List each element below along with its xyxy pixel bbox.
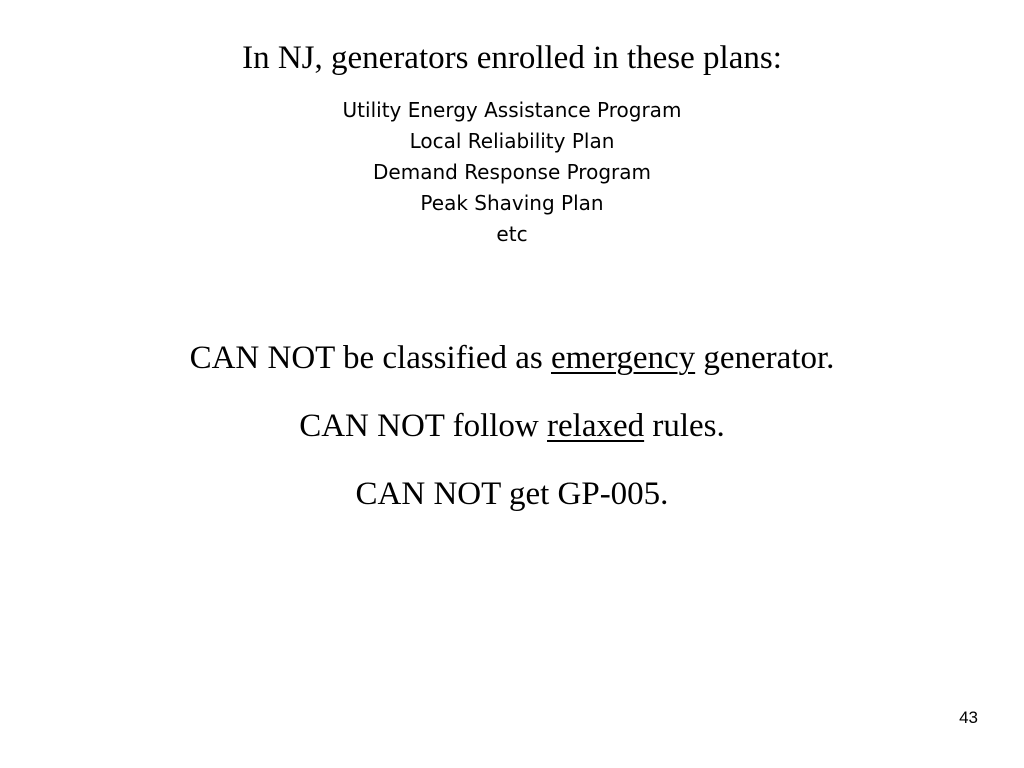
statement-relaxed bbox=[0, 404, 1024, 448]
statement-gp005 bbox=[0, 472, 1024, 516]
statement-text: generator. bbox=[695, 340, 835, 376]
statement-emergency bbox=[0, 336, 1024, 380]
statement-text: CAN NOT be classified as bbox=[189, 340, 551, 376]
statement-text: CAN NOT get GP-005. bbox=[355, 476, 669, 512]
statement-text: CAN NOT follow bbox=[299, 408, 548, 444]
underlined-term: emergency bbox=[550, 340, 696, 376]
statement-text: rules. bbox=[644, 408, 725, 444]
slide-heading: In NJ, generators enrolled in these plans: bbox=[242, 40, 782, 76]
plan-list bbox=[0, 95, 1024, 250]
statements bbox=[0, 336, 1024, 540]
underlined-term: relaxed bbox=[547, 408, 645, 444]
list-item: Local Reliability Plan bbox=[409, 129, 615, 153]
list-item: Demand Response Program bbox=[373, 160, 651, 184]
page-number: 43 bbox=[959, 708, 978, 727]
list-item: Utility Energy Assistance Program bbox=[342, 98, 682, 122]
list-item: etc bbox=[496, 222, 528, 246]
list-item: Peak Shaving Plan bbox=[420, 191, 604, 215]
